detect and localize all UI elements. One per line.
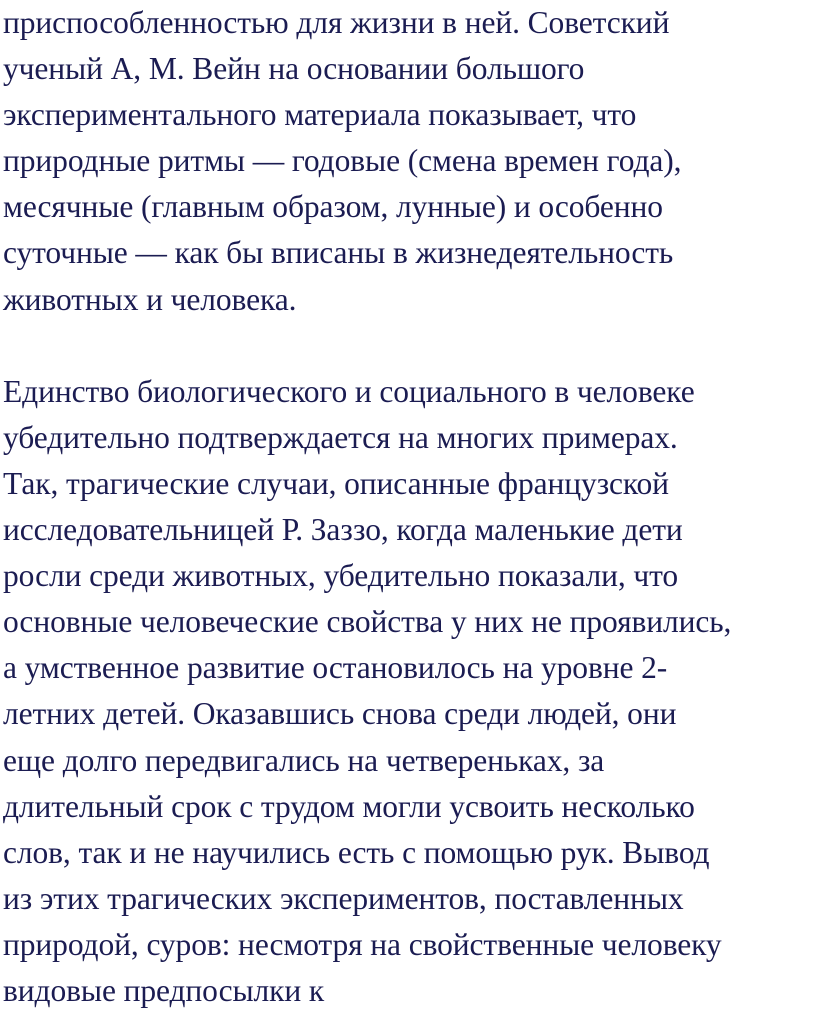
text-line: экспериментального материала показывает, что bbox=[3, 97, 637, 133]
text-line: исследовательницей Р. Заззо, когда маленькие дети bbox=[3, 512, 683, 548]
text-line: природные ритмы — годовые (смена времен года), bbox=[3, 143, 682, 179]
text-line: росли среди животных, убедительно показали, что bbox=[3, 558, 679, 594]
text-line: видовые предпосылки к bbox=[3, 972, 325, 1008]
text-line: слов, так и не научились есть с помощью рук. Вывод bbox=[3, 834, 710, 870]
text-line: еще долго передвигались на четвереньках, за bbox=[3, 742, 605, 778]
text-line: убедительно подтверждается на многих примерах. bbox=[3, 419, 678, 455]
text-line: природой, суров: несмотря на свойственные человеку bbox=[3, 926, 722, 962]
paragraph-spacer bbox=[3, 323, 816, 369]
text-line: месячные (главным образом, лунные) и особенно bbox=[3, 189, 663, 225]
text-line: суточные — как бы вписаны в жизнедеятельность bbox=[3, 235, 674, 271]
text-line: приспособленностью для жизни в ней. Советский bbox=[3, 5, 670, 40]
text-line: а умственное развитие остановилось на уровне 2- bbox=[3, 650, 668, 686]
paragraph-1 bbox=[3, 0, 816, 323]
document-page bbox=[3, 0, 816, 1014]
text-line: летних детей. Оказавшись снова среди людей, они bbox=[3, 696, 677, 732]
text-line: основные человеческие свойства у них не проявились, bbox=[3, 604, 732, 640]
text-line: из этих трагических экспериментов, поставленных bbox=[3, 880, 684, 916]
text-line: Единство биологического и социального в человеке bbox=[3, 373, 695, 409]
text-line: ученый А, М. Вейн на основании большого bbox=[3, 51, 585, 87]
paragraph-2 bbox=[3, 369, 816, 1014]
text-line: Так, трагические случаи, описанные французской bbox=[3, 465, 669, 501]
text-line: длительный срок с трудом могли усвоить несколько bbox=[3, 788, 695, 824]
text-line: животных и человека. bbox=[3, 281, 297, 317]
